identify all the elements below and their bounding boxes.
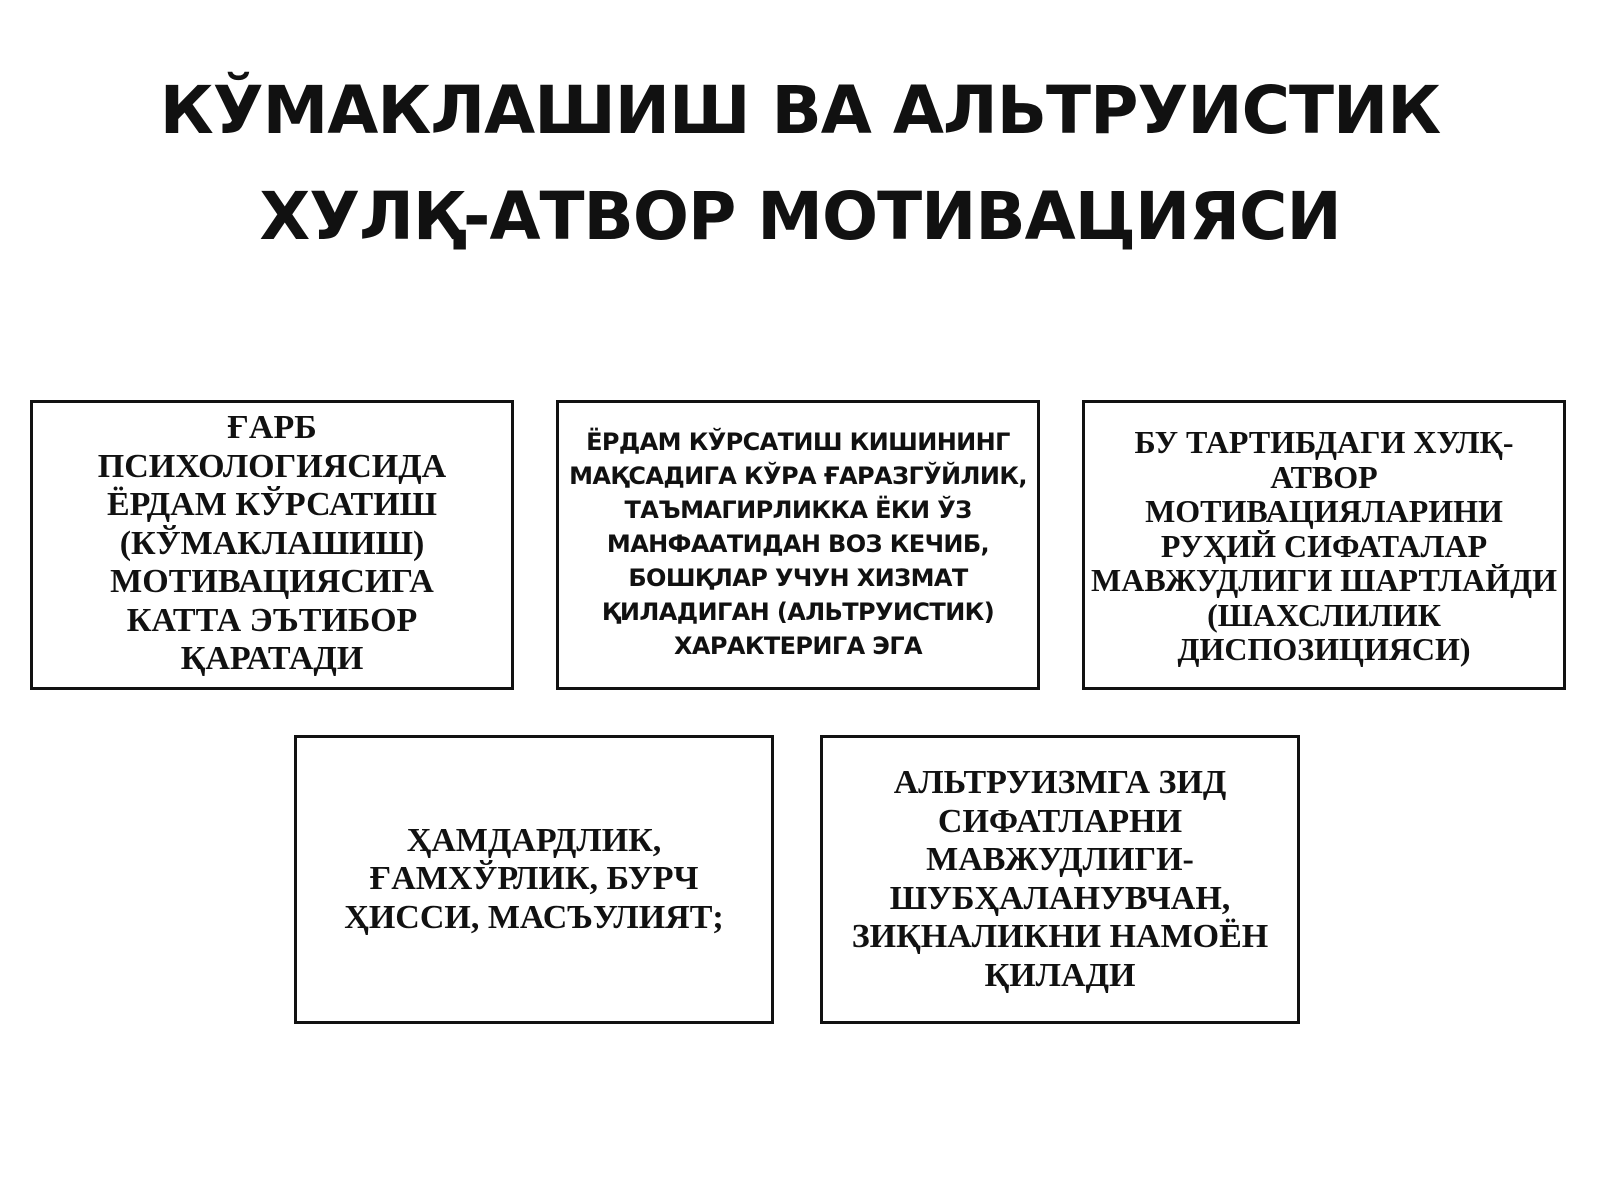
box-line: ХАРАКТЕРИГА ЭГА bbox=[673, 632, 922, 660]
box-line: ДИСПОЗИЦИЯСИ) bbox=[1177, 631, 1471, 667]
box-line: МАВЖУДЛИГИ- bbox=[926, 841, 1194, 878]
box-line: СИФАТЛАРНИ bbox=[937, 802, 1183, 840]
box-line: ТАЪМАГИРЛИККА ЁКИ ЎЗ bbox=[624, 496, 972, 524]
box-anti-altruism bbox=[820, 735, 1300, 1024]
box-line: БУ ТАРТИБДАГИ ХУЛҚ- bbox=[1134, 424, 1514, 460]
box-line: ЁРДАМ КЎРСАТИШ КИШИНИНГ bbox=[586, 428, 1010, 456]
box-line: ЗИҚНАЛИКНИ НАМОЁН bbox=[851, 918, 1269, 955]
box-line: МАҚСАДИГА КЎРА ҒАРАЗГЎЙЛИК, bbox=[569, 462, 1027, 490]
box-line: АЛЬТРУИЗМГА ЗИД bbox=[893, 764, 1227, 801]
box-line: МОТИВАЦИЯЛАРИНИ bbox=[1145, 493, 1503, 529]
box-line: МОТИВАЦИЯСИГА bbox=[110, 563, 434, 600]
box-line: ҒАМХЎРЛИК, БУРЧ bbox=[369, 860, 699, 898]
box-line: ҚИЛАДИГАН (АЛЬТРУИСТИК) bbox=[601, 598, 995, 626]
box-line: ҚАРАТАДИ bbox=[180, 640, 364, 677]
title-line-2: ХУЛҚ-АТВОР МОТИВАЦИЯСИ bbox=[259, 178, 1341, 255]
box-line: ПСИХОЛОГИЯСИДА bbox=[97, 447, 447, 485]
box-line: ҲАМДАРДЛИК, bbox=[406, 821, 662, 859]
box-line: ЁРДАМ КЎРСАТИШ bbox=[106, 486, 438, 523]
box-line: МАНФААТИДАН ВОЗ КЕЧИБ, bbox=[606, 530, 990, 558]
box-line: МАВЖУДЛИГИ ШАРТЛАЙДИ bbox=[1091, 562, 1557, 598]
box-line: ҲИССИ, МАСЪУЛИЯТ; bbox=[344, 898, 724, 936]
box-line: ҚИЛАДИ bbox=[984, 956, 1136, 994]
box-helping-character bbox=[556, 400, 1040, 690]
box-qualities bbox=[294, 735, 774, 1024]
box-line: БОШҚЛАР УЧУН ХИЗМАТ bbox=[628, 564, 968, 592]
box-line: АТВОР bbox=[1270, 458, 1378, 495]
title-line-1: КЎМАКЛАШИШ ВА АЛЬТРУИСТИК bbox=[159, 72, 1441, 149]
box-line: КАТТА ЭЪТИБОР bbox=[126, 601, 418, 639]
box-line: ҒАРБ bbox=[227, 409, 317, 446]
box-line: РУҲИЙ СИФАТАЛАР bbox=[1160, 527, 1488, 564]
box-line: (КЎМАКЛАШИШ) bbox=[119, 524, 425, 562]
box-line: ШУБҲАЛАНУВЧАН, bbox=[889, 879, 1231, 917]
box-line: (ШАХСЛИЛИК bbox=[1207, 596, 1441, 633]
box-western-psychology bbox=[30, 400, 514, 690]
page-title bbox=[0, 58, 1600, 270]
box-motivation-conditions bbox=[1082, 400, 1566, 690]
